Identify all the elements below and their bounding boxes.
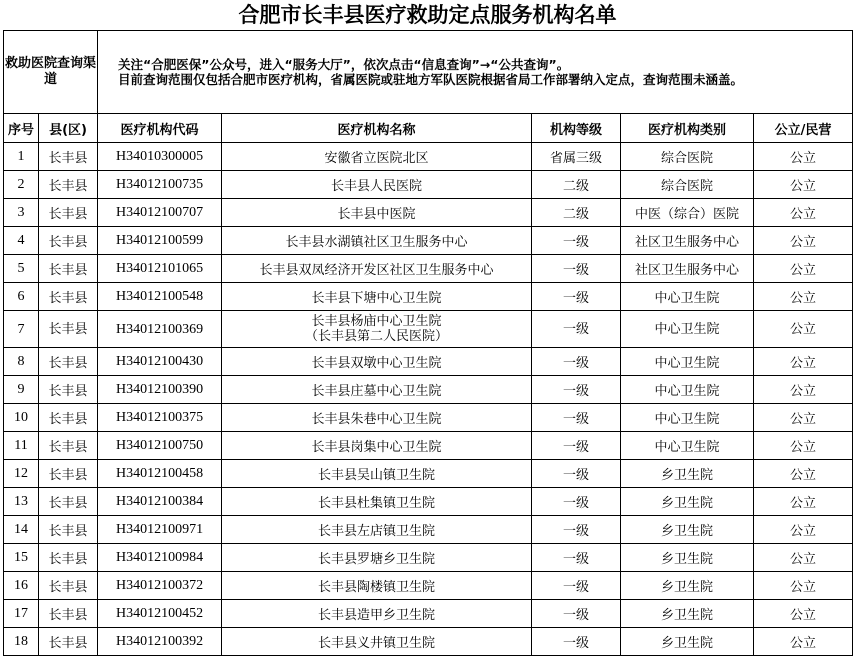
- row-number: 4: [4, 227, 39, 255]
- institution-name: 长丰县庄墓中心卫生院: [222, 376, 532, 404]
- institution-code: H34012100548: [98, 283, 222, 311]
- institution-table: [3, 30, 853, 656]
- query-channel-label: 救助医院查询渠道: [4, 31, 98, 114]
- county-cell: 长丰县: [39, 311, 98, 348]
- institution-level: 一级: [532, 488, 621, 516]
- county-cell: 长丰县: [39, 283, 98, 311]
- institution-code: H34012100392: [98, 628, 222, 656]
- table-row: [4, 143, 853, 171]
- institution-level: 一级: [532, 255, 621, 283]
- row-number: 16: [4, 572, 39, 600]
- ownership-type: 公立: [754, 171, 853, 199]
- institution-category: 乡卫生院: [621, 488, 754, 516]
- row-number: 9: [4, 376, 39, 404]
- county-cell: 长丰县: [39, 255, 98, 283]
- institution-level: 一级: [532, 572, 621, 600]
- county-cell: 长丰县: [39, 628, 98, 656]
- institution-code: H34012100384: [98, 488, 222, 516]
- county-cell: 长丰县: [39, 348, 98, 376]
- institution-category: 中心卫生院: [621, 376, 754, 404]
- institution-code: H34012100458: [98, 460, 222, 488]
- row-number: 17: [4, 600, 39, 628]
- ownership-type: 公立: [754, 544, 853, 572]
- county-cell: 长丰县: [39, 227, 98, 255]
- table-row: [4, 348, 853, 376]
- institution-category: 乡卫生院: [621, 516, 754, 544]
- query-instruction: 关注“合肥医保”公众号，进入“服务大厅”，依次点击“信息查询”→“公共查询”。: [118, 57, 570, 72]
- institution-category: 中医（综合）医院: [621, 199, 754, 227]
- ownership-type: 公立: [754, 311, 853, 348]
- county-cell: 长丰县: [39, 404, 98, 432]
- institution-category: 社区卫生服务中心: [621, 227, 754, 255]
- institution-code: H34012100452: [98, 600, 222, 628]
- institution-level: 一级: [532, 376, 621, 404]
- ownership-type: 公立: [754, 460, 853, 488]
- institution-name: 长丰县中医院: [222, 199, 532, 227]
- institution-code: H34012100735: [98, 171, 222, 199]
- table-row: [4, 171, 853, 199]
- institution-category: 综合医院: [621, 171, 754, 199]
- table-row: [4, 255, 853, 283]
- table-row: [4, 544, 853, 572]
- institution-code: H34012100430: [98, 348, 222, 376]
- query-scope-note: 目前查询范围仅包括合肥市医疗机构，省属医院或驻地方军队医院根据省局工作部署纳入定点，查询范围未涵盖。: [118, 72, 744, 87]
- institution-name: 长丰县左店镇卫生院: [222, 516, 532, 544]
- institution-code: H34012100599: [98, 227, 222, 255]
- table-header: [4, 114, 853, 143]
- institution-name: 安徽省立医院北区: [222, 143, 532, 171]
- ownership-type: 公立: [754, 143, 853, 171]
- row-number: 18: [4, 628, 39, 656]
- county-cell: 长丰县: [39, 460, 98, 488]
- table-row: [4, 600, 853, 628]
- col-header-ownership: 公立/民营: [754, 114, 853, 143]
- institution-level: 一级: [532, 544, 621, 572]
- institution-category: 乡卫生院: [621, 544, 754, 572]
- institution-category: 乡卫生院: [621, 572, 754, 600]
- institution-name: 长丰县双凤经济开发区社区卫生服务中心: [222, 255, 532, 283]
- row-number: 10: [4, 404, 39, 432]
- institution-code: H34012100750: [98, 432, 222, 460]
- ownership-type: 公立: [754, 283, 853, 311]
- ownership-type: 公立: [754, 376, 853, 404]
- table-row: [4, 227, 853, 255]
- ownership-type: 公立: [754, 255, 853, 283]
- institution-level: 一级: [532, 600, 621, 628]
- institution-code: H34012100971: [98, 516, 222, 544]
- ownership-type: 公立: [754, 488, 853, 516]
- institution-level: 一级: [532, 432, 621, 460]
- table-row: [4, 199, 853, 227]
- query-channel-text: [98, 31, 853, 114]
- county-cell: 长丰县: [39, 544, 98, 572]
- county-cell: 长丰县: [39, 432, 98, 460]
- county-cell: 长丰县: [39, 600, 98, 628]
- row-number: 6: [4, 283, 39, 311]
- row-number: 12: [4, 460, 39, 488]
- row-number: 15: [4, 544, 39, 572]
- institution-name: [222, 311, 532, 348]
- institution-category: 乡卫生院: [621, 628, 754, 656]
- table-row: [4, 376, 853, 404]
- institution-level: 省属三级: [532, 143, 621, 171]
- institution-level: 一级: [532, 516, 621, 544]
- county-cell: 长丰县: [39, 376, 98, 404]
- table-row: [4, 460, 853, 488]
- institution-level: 一级: [532, 628, 621, 656]
- institution-name: 长丰县义井镇卫生院: [222, 628, 532, 656]
- table-row: [4, 311, 853, 348]
- institution-level: 一级: [532, 348, 621, 376]
- table-row: [4, 283, 853, 311]
- ownership-type: 公立: [754, 432, 853, 460]
- row-number: 3: [4, 199, 39, 227]
- institution-code: H34012100707: [98, 199, 222, 227]
- institution-level: 二级: [532, 199, 621, 227]
- institution-category: 中心卫生院: [621, 432, 754, 460]
- institution-name: 长丰县水湖镇社区卫生服务中心: [222, 227, 532, 255]
- institution-level: 一级: [532, 227, 621, 255]
- row-number: 8: [4, 348, 39, 376]
- institution-name: 长丰县岗集中心卫生院: [222, 432, 532, 460]
- institution-code: H34010300005: [98, 143, 222, 171]
- county-cell: 长丰县: [39, 488, 98, 516]
- col-header-no: 序号: [4, 114, 39, 143]
- institution-name: 长丰县罗塘乡卫生院: [222, 544, 532, 572]
- row-number: 13: [4, 488, 39, 516]
- institution-level: 一级: [532, 283, 621, 311]
- institution-category: 中心卫生院: [621, 311, 754, 348]
- col-header-level: 机构等级: [532, 114, 621, 143]
- institution-code: H34012100369: [98, 311, 222, 348]
- institution-category: 乡卫生院: [621, 460, 754, 488]
- county-cell: 长丰县: [39, 572, 98, 600]
- institution-name: 长丰县造甲乡卫生院: [222, 600, 532, 628]
- institution-level: 一级: [532, 460, 621, 488]
- institution-code: H34012101065: [98, 255, 222, 283]
- ownership-type: 公立: [754, 600, 853, 628]
- row-number: 14: [4, 516, 39, 544]
- institution-category: 乡卫生院: [621, 600, 754, 628]
- table-row: [4, 488, 853, 516]
- col-header-name: 医疗机构名称: [222, 114, 532, 143]
- ownership-type: 公立: [754, 572, 853, 600]
- row-number: 1: [4, 143, 39, 171]
- institution-level: 一级: [532, 311, 621, 348]
- col-header-county: 县(区): [39, 114, 98, 143]
- institution-level: 一级: [532, 404, 621, 432]
- col-header-category: 医疗机构类别: [621, 114, 754, 143]
- institution-category: 综合医院: [621, 143, 754, 171]
- institution-name: 长丰县下塘中心卫生院: [222, 283, 532, 311]
- county-cell: 长丰县: [39, 516, 98, 544]
- institution-code: H34012100984: [98, 544, 222, 572]
- table-row: [4, 404, 853, 432]
- institution-code: H34012100372: [98, 572, 222, 600]
- institution-name: 长丰县人民医院: [222, 171, 532, 199]
- institution-name-line: 长丰县杨庙中心卫生院: [311, 314, 442, 329]
- institution-category: 中心卫生院: [621, 283, 754, 311]
- row-number: 11: [4, 432, 39, 460]
- row-number: 7: [4, 311, 39, 348]
- institution-name: 长丰县陶楼镇卫生院: [222, 572, 532, 600]
- row-number: 2: [4, 171, 39, 199]
- row-number: 5: [4, 255, 39, 283]
- table-row: [4, 628, 853, 656]
- institution-code: H34012100375: [98, 404, 222, 432]
- institution-category: 中心卫生院: [621, 348, 754, 376]
- ownership-type: 公立: [754, 227, 853, 255]
- institution-name: 长丰县双墩中心卫生院: [222, 348, 532, 376]
- institution-category: 社区卫生服务中心: [621, 255, 754, 283]
- institution-alias: （长丰县第二人民医院）: [305, 329, 449, 344]
- page-title: 合肥市长丰县医疗救助定点服务机构名单: [238, 3, 617, 27]
- table-row: [4, 572, 853, 600]
- institution-category: 中心卫生院: [621, 404, 754, 432]
- county-cell: 长丰县: [39, 199, 98, 227]
- county-cell: 长丰县: [39, 171, 98, 199]
- table-row: [4, 432, 853, 460]
- col-header-code: 医疗机构代码: [98, 114, 222, 143]
- info-row: [4, 31, 853, 114]
- institution-code: H34012100390: [98, 376, 222, 404]
- ownership-type: 公立: [754, 516, 853, 544]
- ownership-type: 公立: [754, 404, 853, 432]
- institution-level: 二级: [532, 171, 621, 199]
- table-row: [4, 516, 853, 544]
- ownership-type: 公立: [754, 199, 853, 227]
- institution-name: 长丰县吴山镇卫生院: [222, 460, 532, 488]
- ownership-type: 公立: [754, 348, 853, 376]
- ownership-type: 公立: [754, 628, 853, 656]
- county-cell: 长丰县: [39, 143, 98, 171]
- institution-name: 长丰县朱巷中心卫生院: [222, 404, 532, 432]
- institution-name: 长丰县杜集镇卫生院: [222, 488, 532, 516]
